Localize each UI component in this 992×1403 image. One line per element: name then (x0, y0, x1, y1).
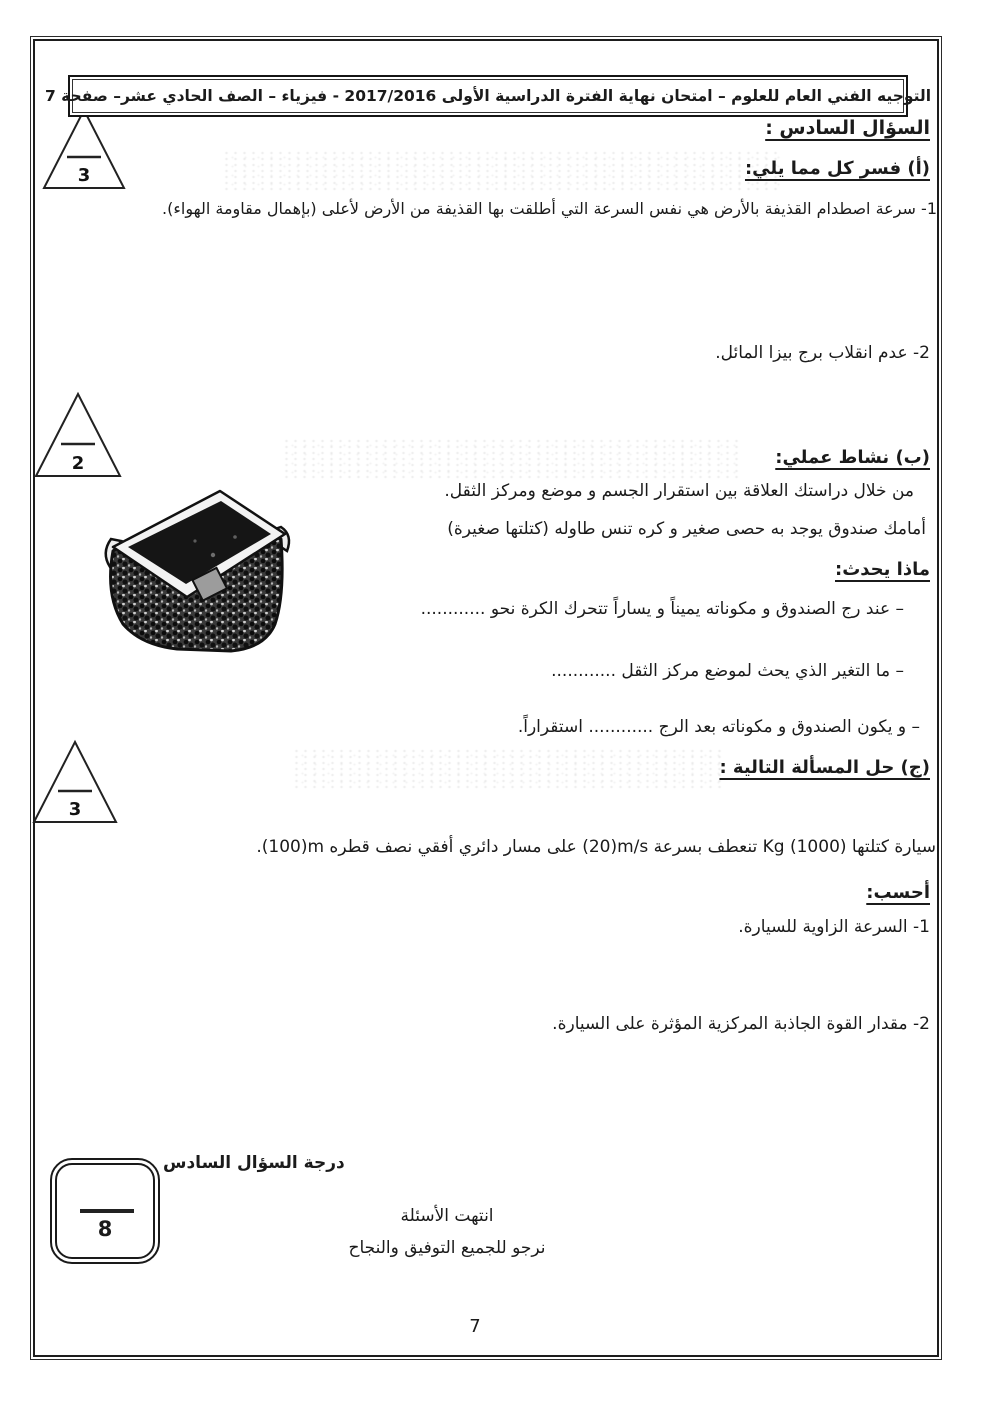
part-b-bullet-2: – ما التغير الذي يحث لموضع مركز الثقل ............ (551, 661, 904, 681)
basket-image (95, 477, 310, 655)
score-box-label: درجة السؤال السادس (163, 1153, 345, 1173)
part-b-heading: (ب) نشاط عملي: (775, 447, 930, 468)
end-of-questions-note: انتهت الأسئلة (400, 1206, 494, 1226)
part-c-heading: (ج) حل المسألة التالية : (719, 757, 930, 778)
part-b-subheading: ماذا يحدث: (835, 559, 930, 580)
part-a-heading: (أ) فسر كل مما يلي: (744, 158, 930, 179)
part-a-item-1: 1- سرعة اصطدام القذيفة بالأرض هي نفس السرعة التي أطلقت بها القذيفة من الأرض لأعلى (بإهمال مقاومة الهواء). (162, 199, 937, 218)
part-c-item-1: 1- السرعة الزاوية للسيارة. (738, 917, 930, 937)
part-c-problem: سيارة كتلتها ⁦(1000)⁩ ⁦Kg⁩ تنعطف بسرعة ⁦(20)m/s⁩ على مسار دائري أفقي نصف قطره ⁦(100)m⁩. (256, 837, 936, 857)
good-luck-note: نرجو للجميع التوفيق والنجاح (348, 1238, 546, 1258)
exam-header-text: التوجيه الفني العام للعلوم – امتحان نهاية الفترة الدراسية الأولى ⁦2017/2016⁩ - فيزياء – الصف الحادي عشر– صفحة 7 (44, 87, 932, 105)
exam-header-box (44, 75, 932, 117)
marks-triangle-a (40, 106, 128, 192)
marks-value-b: 2 (71, 453, 85, 474)
page-number: 7 (469, 1316, 481, 1337)
marks-value-c: 3 (68, 799, 82, 820)
question-six-title: السؤال السادس : (765, 117, 930, 139)
marks-value-a: 3 (77, 165, 91, 186)
scan-noise (282, 438, 742, 478)
part-c-item-2: 2- مقدار القوة الجاذبة المركزية المؤثرة على السيارة. (552, 1014, 930, 1034)
score-blank-line (80, 1209, 134, 1213)
marks-triangle-b (32, 390, 124, 480)
score-total: 8 (97, 1217, 113, 1241)
part-b-bullet-1: – عند رج الصندوق و مكوناته يميناً و يساراً تتحرك الكرة نحو ............ (420, 599, 904, 619)
part-b-bullet-3: – و يكون الصندوق و مكوناته بعد الرج ............ استقراراً. (517, 717, 920, 737)
score-box (50, 1158, 160, 1264)
part-b-intro-1: من خلال دراستك العلاقة بين استقرار الجسم و موضع ومركز الثقل. (444, 481, 914, 501)
scan-noise (292, 748, 722, 788)
marks-triangle-c (30, 738, 120, 826)
part-c-calc-heading: أحسب: (866, 882, 930, 903)
part-b-intro-2: أمامك صندوق يوجد به حصى صغير و كره تنس طاوله (كتلتها صغيرة) (447, 519, 926, 539)
scan-noise (222, 150, 782, 192)
part-a-item-2: 2- عدم انقلاب برج بيزا المائل. (715, 343, 930, 363)
